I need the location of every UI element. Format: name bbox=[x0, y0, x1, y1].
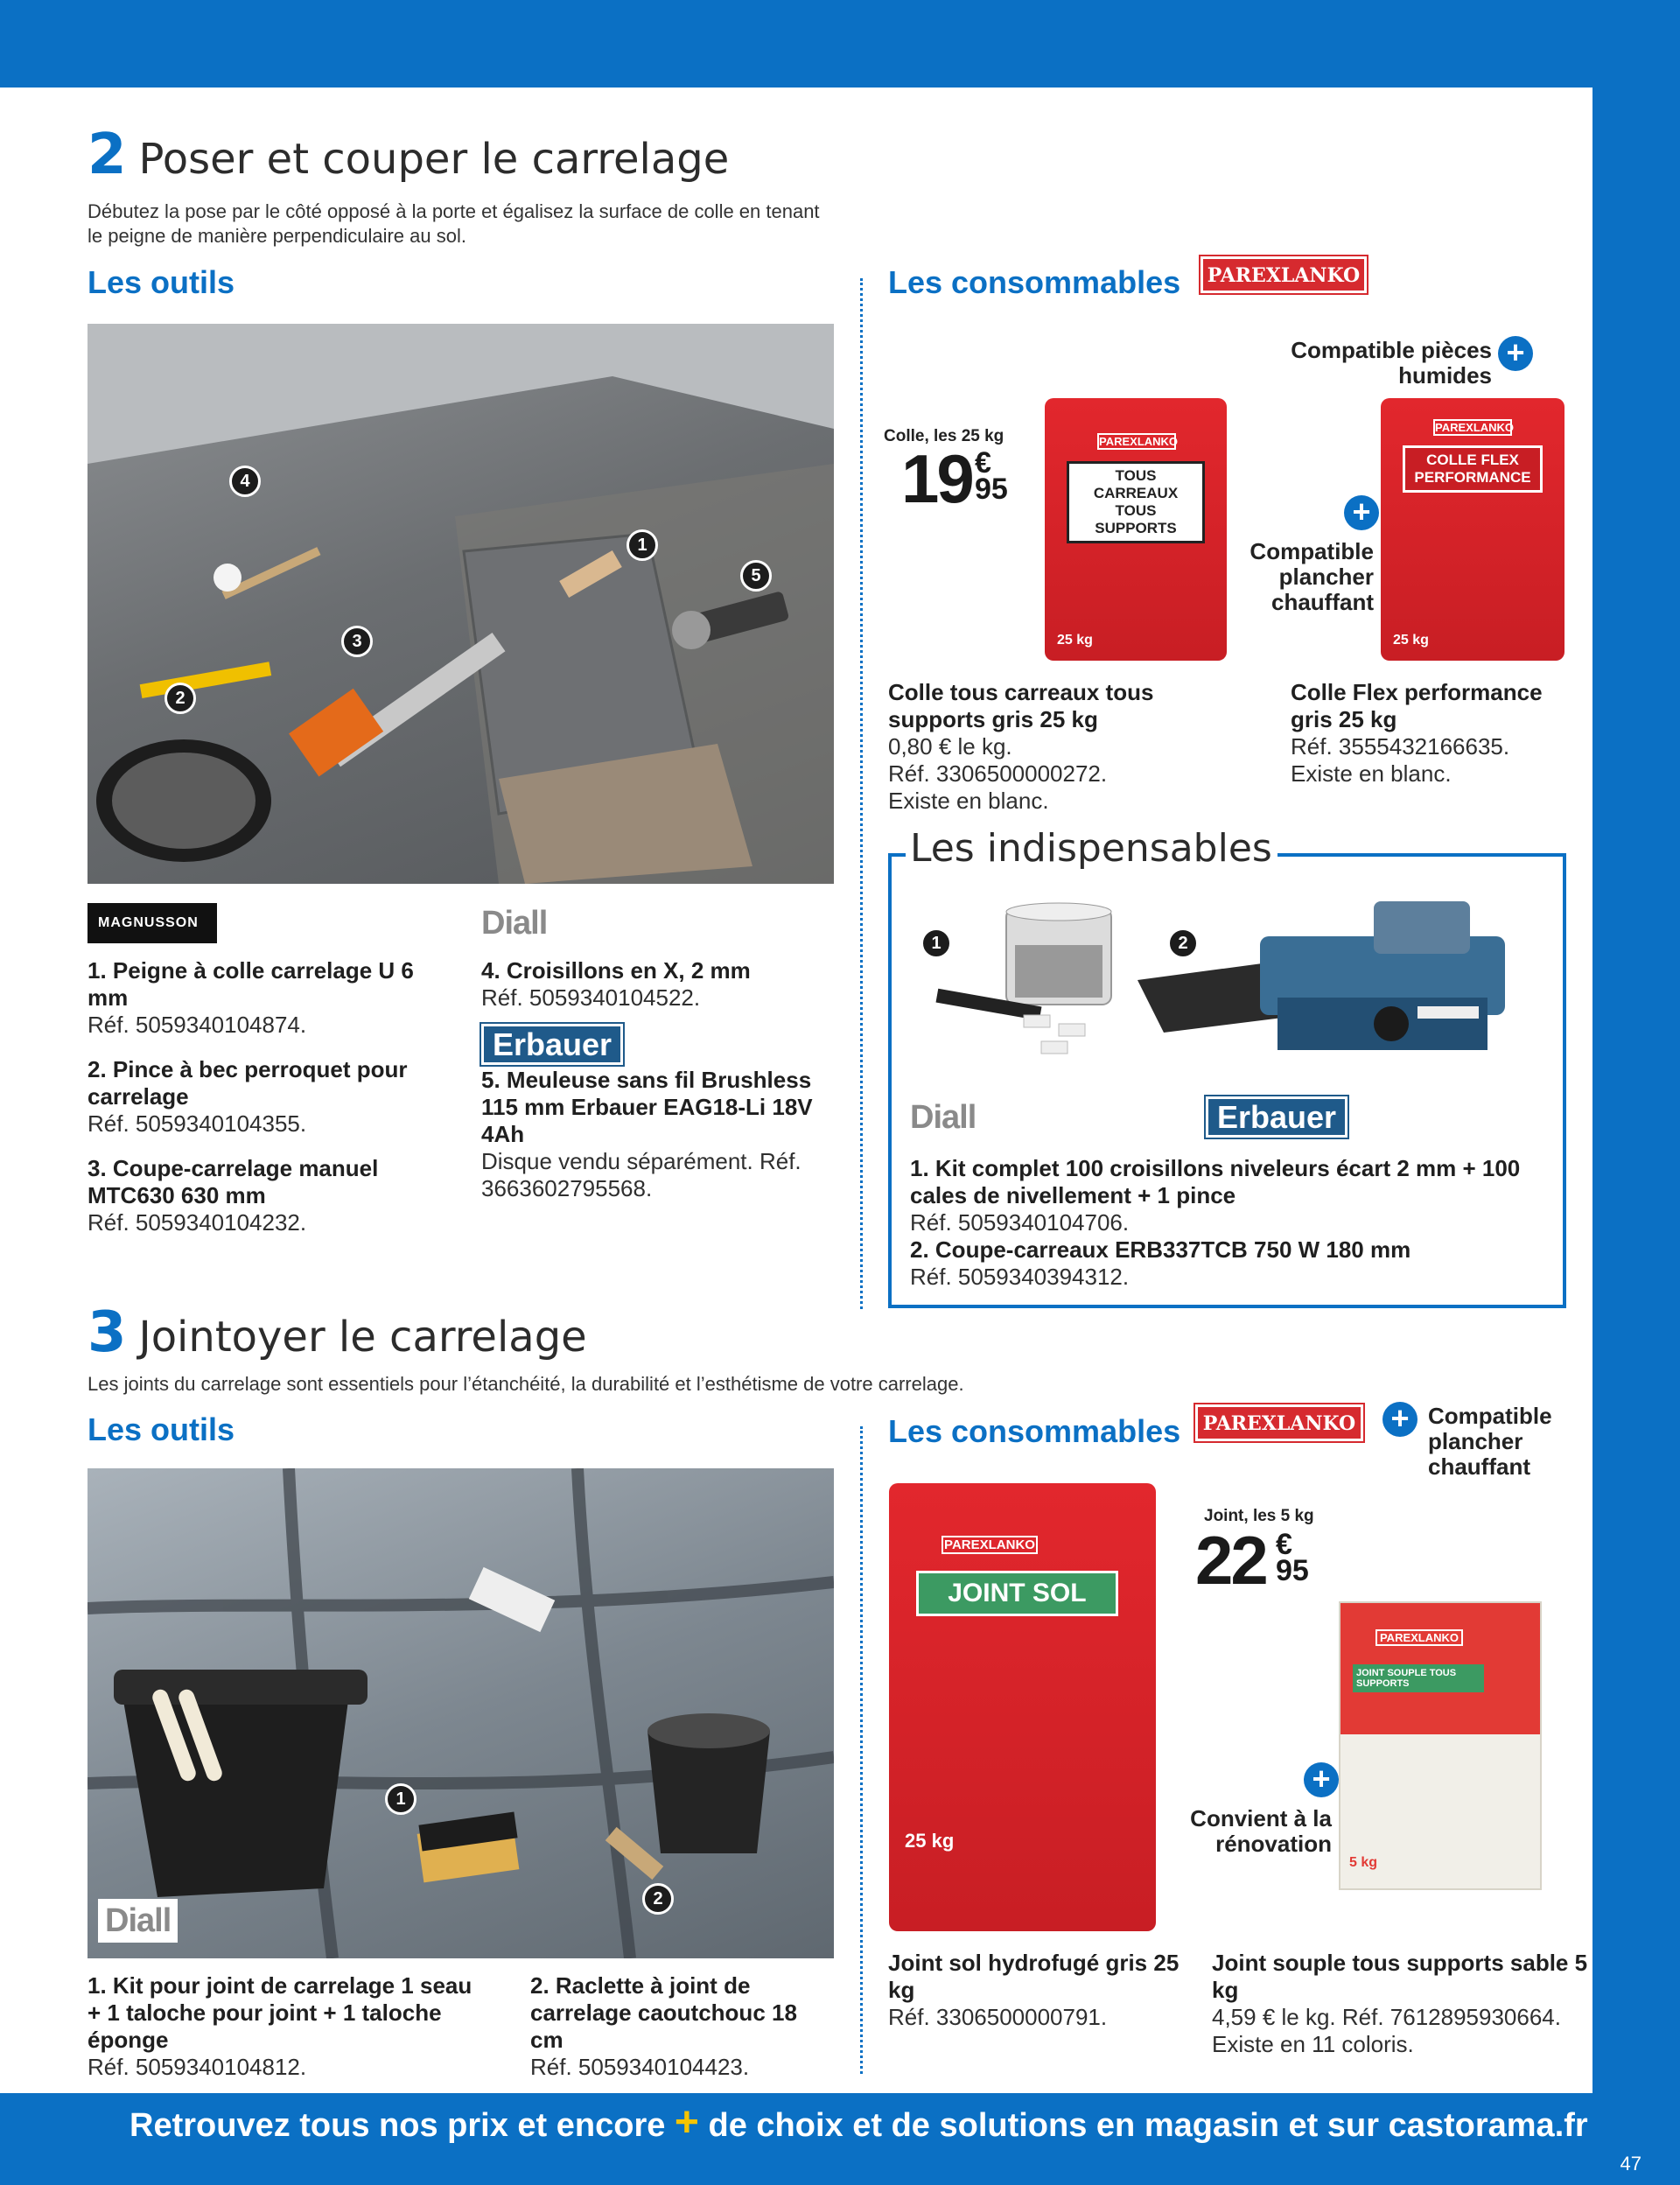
consumable-name: Joint sol hydrofugé gris 25 kg bbox=[888, 1950, 1180, 2003]
section2-title-text: Poser et couper le carrelage bbox=[138, 135, 730, 184]
section3-consommables-heading: Les consommables bbox=[888, 1413, 1181, 1449]
joint-price bbox=[1195, 1522, 1326, 1599]
croisillons-kit-image bbox=[919, 901, 1129, 1076]
indisp-marker-1: 1 bbox=[920, 928, 952, 959]
parexlanko-logo: PAREXLANKO bbox=[1200, 256, 1367, 293]
footer-banner bbox=[130, 2098, 1588, 2146]
section3-title-text: Jointoyer le carrelage bbox=[138, 1313, 587, 1362]
tool-ref: Réf. 5059340104423. bbox=[530, 2054, 750, 2080]
diall-logo-text: Diall bbox=[105, 1902, 172, 1939]
footer-plus: + bbox=[674, 2099, 699, 2146]
photo-marker-4: 4 bbox=[229, 466, 261, 497]
section3-title bbox=[88, 1300, 587, 1365]
box-top-left bbox=[888, 853, 906, 857]
consumable-colle-flex bbox=[1291, 679, 1571, 788]
tool-item bbox=[481, 957, 836, 1012]
consumable-name: Colle Flex performance gris 25 kg bbox=[1291, 679, 1543, 732]
joint-price-label: Joint, les 5 kg bbox=[1204, 1507, 1314, 1525]
consumable-ref: Réf. 3555432166635. bbox=[1291, 733, 1510, 760]
tool-item bbox=[88, 1056, 438, 1138]
section3-intro: Les joints du carrelage sont essentiels pour l’étanchéité, la durabilité et l’esthétisme de votre carrelage. bbox=[88, 1373, 964, 1395]
tool-ref: Disque vendu séparément. Réf. 3663602795568. bbox=[481, 1148, 802, 1201]
tool-ref: Réf. 5059340104522. bbox=[481, 984, 701, 1011]
tool-item bbox=[88, 1155, 438, 1236]
colle-flex-bag bbox=[1381, 398, 1564, 661]
consumable-variant: Existe en blanc. bbox=[1291, 760, 1452, 787]
diall-logo bbox=[481, 905, 547, 942]
photo-marker-2: 2 bbox=[642, 1883, 674, 1915]
jointing-scene-illustration bbox=[88, 1468, 834, 1958]
tool-ref: Réf. 5059340104232. bbox=[88, 1209, 307, 1236]
tool-name: 1. Peigne à colle carrelage U 6 mm bbox=[88, 957, 414, 1011]
colle-price-label: Colle, les 25 kg bbox=[884, 427, 1004, 445]
joint-sol-bag bbox=[889, 1483, 1156, 1931]
bag-weight: 25 kg bbox=[1057, 633, 1093, 648]
indisp-item-name: 2. Coupe-carreaux ERB337TCB 750 W 180 mm bbox=[910, 1236, 1411, 1263]
photo-marker-1: 1 bbox=[626, 529, 658, 561]
section2-tools-left bbox=[88, 957, 438, 1254]
colle-price bbox=[901, 440, 1024, 517]
bag-weight: 25 kg bbox=[905, 1830, 955, 1852]
plus-icon: + bbox=[1304, 1762, 1339, 1797]
box-weight: 5 kg bbox=[1349, 1855, 1378, 1870]
erbauer-logo: Erbauer bbox=[1206, 1096, 1348, 1138]
parexlanko-logo: PAREXLANKO bbox=[1195, 1404, 1363, 1441]
photo-marker-2: 2 bbox=[164, 683, 196, 714]
tiling-tools-photo bbox=[88, 324, 834, 884]
indisp-item-name: 1. Kit complet 100 croisillons niveleurs écart 2 mm + 100 cales de nivellement + 1 pince bbox=[910, 1155, 1521, 1208]
consumable-price-per-kg: 0,80 € le kg. bbox=[888, 733, 1012, 760]
bag-brand: PAREXLANKO bbox=[1435, 421, 1515, 434]
indispensables-list bbox=[910, 1155, 1549, 1291]
tool-name: 5. Meuleuse sans fil Brushless 115 mm Erbauer EAG18-Li 18V 4Ah bbox=[481, 1067, 813, 1147]
diall-logo-text: Diall bbox=[910, 1099, 976, 1136]
consumable-price-ref: 4,59 € le kg. Réf. 7612895930664. bbox=[1212, 2004, 1561, 2030]
compat-plancher-chauffant: Compatible plancher chauffant bbox=[1428, 1403, 1552, 1480]
consumable-ref: Réf. 3306500000791. bbox=[888, 2004, 1108, 2030]
section3-outils-heading: Les outils bbox=[88, 1411, 235, 1447]
bag-label: JOINT SOL bbox=[916, 1571, 1119, 1616]
column-divider bbox=[860, 1426, 863, 2074]
section2-number: 2 bbox=[88, 123, 127, 187]
erbauer-logo-wrap bbox=[1206, 1099, 1348, 1136]
consumable-name: Joint souple tous supports sable 5 kg bbox=[1212, 1950, 1588, 2003]
tool-name: 4. Croisillons en X, 2 mm bbox=[481, 957, 751, 984]
footer-text-b: de choix et de solutions en magasin et sur castorama.fr bbox=[698, 2107, 1588, 2144]
section2-outils-heading: Les outils bbox=[88, 264, 235, 300]
bag-brand: PAREXLANKO bbox=[942, 1536, 1038, 1554]
plus-icon: + bbox=[1498, 336, 1533, 371]
tool-item bbox=[481, 1067, 836, 1202]
tool-ref: Réf. 5059340104812. bbox=[88, 2054, 307, 2080]
bag-label: TOUS CARREAUX TOUS SUPPORTS bbox=[1067, 461, 1205, 543]
diall-logo bbox=[98, 1899, 178, 1943]
tool-name: 1. Kit pour joint de carrelage 1 seau + 1 taloche pour joint + 1 taloche éponge bbox=[88, 1972, 472, 2053]
section3-tool-2 bbox=[530, 1972, 819, 2081]
tool-name: 3. Coupe-carrelage manuel MTC630 630 mm bbox=[88, 1155, 379, 1208]
section3-number: 3 bbox=[88, 1300, 127, 1365]
photo-marker-5: 5 bbox=[740, 560, 772, 592]
compat-plancher-chauffant: Compatible plancher chauffant bbox=[1250, 538, 1374, 615]
page-number: 47 bbox=[1620, 2153, 1642, 2174]
compat-pieces-humides: Compatible pièces humides bbox=[1291, 337, 1492, 389]
magnusson-logo: MAGNUSSON bbox=[88, 903, 217, 943]
consumable-joint-souple bbox=[1212, 1950, 1588, 2058]
consumable-ref: Réf. 3306500000272. bbox=[888, 760, 1108, 787]
photo-marker-3: 3 bbox=[341, 626, 373, 657]
jointing-tools-photo bbox=[88, 1468, 834, 1958]
consumable-variant: Existe en blanc. bbox=[888, 788, 1049, 814]
consumable-colle-tous-carreaux bbox=[888, 679, 1238, 815]
price-integer: 22 bbox=[1195, 1522, 1266, 1599]
bag-brand: PAREXLANKO bbox=[1099, 435, 1179, 448]
price-cents: 95 bbox=[1276, 1554, 1309, 1587]
tiling-scene-illustration bbox=[88, 324, 834, 884]
tool-ref: Réf. 5059340104874. bbox=[88, 1012, 307, 1038]
box-top-right bbox=[1278, 853, 1566, 857]
box-label: JOINT SOUPLE TOUS SUPPORTS bbox=[1353, 1664, 1484, 1692]
joint-souple-box bbox=[1339, 1601, 1542, 1890]
convient-renovation: Convient à la rénovation bbox=[1190, 1805, 1332, 1857]
tool-name: 2. Pince à bec perroquet pour carrelage bbox=[88, 1056, 408, 1110]
tool-name: 2. Raclette à joint de carrelage caoutchouc 18 cm bbox=[530, 1972, 797, 2053]
price-integer: 19 bbox=[901, 440, 972, 517]
indisp-marker-2: 2 bbox=[1167, 928, 1199, 959]
column-divider bbox=[860, 278, 863, 1309]
diall-logo-text: Diall bbox=[481, 905, 548, 942]
bag-weight: 25 kg bbox=[1393, 633, 1429, 648]
consumable-name: Colle tous carreaux tous supports gris 25 kg bbox=[888, 679, 1154, 732]
coupe-carreaux-image bbox=[1129, 884, 1558, 1076]
section2-tools-right bbox=[481, 957, 836, 1220]
footer-text-a: Retrouvez tous nos prix et encore bbox=[130, 2107, 675, 2144]
indisp-item-ref: Réf. 5059340394312. bbox=[910, 1264, 1130, 1290]
plus-icon: + bbox=[1382, 1402, 1418, 1437]
diall-logo bbox=[910, 1099, 976, 1137]
price-cents: 95 bbox=[975, 473, 1008, 506]
section2-title bbox=[88, 123, 729, 187]
section2-intro: Débutez la pose par le côté opposé à la porte et égalisez la surface de colle en tenant le peigne de manière perpendiculaire au sol. bbox=[88, 200, 820, 247]
price-currency: € bbox=[1276, 1528, 1292, 1561]
tool-ref: Réf. 5059340104355. bbox=[88, 1110, 307, 1137]
price-currency: € bbox=[975, 446, 991, 480]
photo-marker-1: 1 bbox=[385, 1783, 416, 1815]
indispensables-title: Les indispensables bbox=[910, 826, 1272, 871]
consumable-joint-sol bbox=[888, 1950, 1186, 2031]
indisp-item-ref: Réf. 5059340104706. bbox=[910, 1209, 1130, 1236]
box-brand: PAREXLANKO bbox=[1376, 1629, 1463, 1646]
consumable-variant: Existe en 11 coloris. bbox=[1212, 2031, 1414, 2057]
section2-consommables-heading: Les consommables bbox=[888, 264, 1181, 300]
section3-tool-1 bbox=[88, 1972, 490, 2081]
tool-item bbox=[88, 957, 438, 1039]
bag-label: COLLE FLEX PERFORMANCE bbox=[1403, 445, 1543, 493]
erbauer-logo: Erbauer bbox=[481, 1024, 623, 1065]
plus-icon: + bbox=[1344, 495, 1379, 530]
colle-tous-carreaux-bag bbox=[1045, 398, 1227, 661]
